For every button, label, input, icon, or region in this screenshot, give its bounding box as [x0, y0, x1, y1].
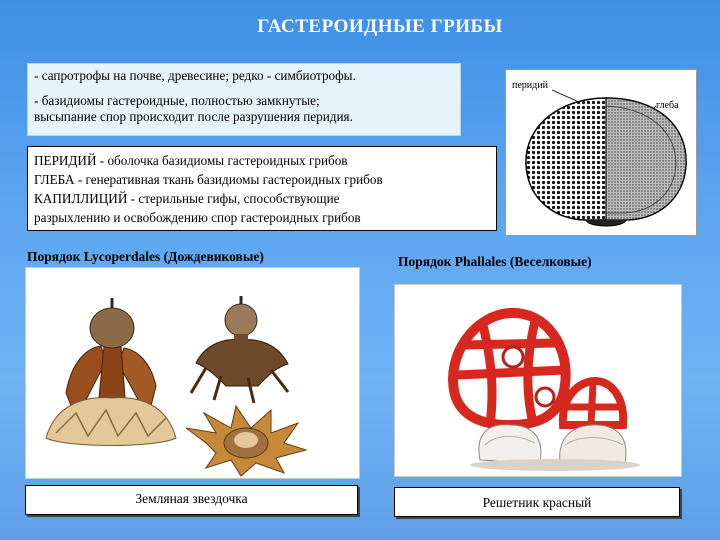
order-lycoperdales-heading: Порядок Lycoperdales (Дождевиковые) [27, 249, 264, 264]
caption-clathrus: Решетник красный [394, 487, 680, 517]
intro-box [27, 63, 461, 136]
gleba-label: глеба [656, 100, 679, 111]
basidioma-base [586, 220, 626, 226]
clathrus-large [453, 313, 566, 425]
definition-peridium: ПЕРИДИЙ - оболочка базидиомы гастероидных грибов [34, 153, 348, 168]
earthstar-left [46, 298, 176, 446]
peridium-label: перидий [512, 80, 548, 91]
earthstar-center [191, 296, 288, 403]
section-drawing [506, 70, 696, 235]
earthstar-bottom [186, 406, 306, 476]
intro-line-trophy: - сапротрофы на почве, древесине; редко - симбиотрофы. [34, 68, 356, 83]
earthstar-drawing [26, 268, 359, 478]
definition-capillitium-b: разрыхлению и освобождению спор гастероидных грибов [34, 210, 361, 225]
clathrus-drawing [395, 285, 681, 476]
slide-title: ГАСТЕРОИДНЫЕ ГРИБЫ [257, 16, 503, 37]
definition-gleba: ГЛЕБА - генеративная ткань базидиомы гастероидных грибов [34, 172, 383, 187]
definitions-box [27, 146, 497, 231]
intro-line-basidioma-b: высыпание спор происходит после разрушения перидия. [34, 109, 353, 124]
definition-capillitium-a: КАПИЛЛИЦИЙ - стерильные гифы, способствующие [34, 191, 340, 206]
clathrus-volva [470, 425, 640, 471]
clathrus-illustration [394, 284, 682, 477]
caption-earthstar: Земляная звездочка [25, 485, 358, 515]
intro-line-basidioma [34, 93, 454, 125]
intro-line-basidioma-a: - базидиомы гастероидные, полностью замкнутые; [34, 93, 320, 108]
earthstar-illustration [25, 267, 360, 479]
order-phallales-heading: Порядок Phallales (Веселковые) [398, 254, 592, 269]
basidioma-section-diagram [505, 69, 697, 236]
clathrus-small [563, 381, 623, 425]
